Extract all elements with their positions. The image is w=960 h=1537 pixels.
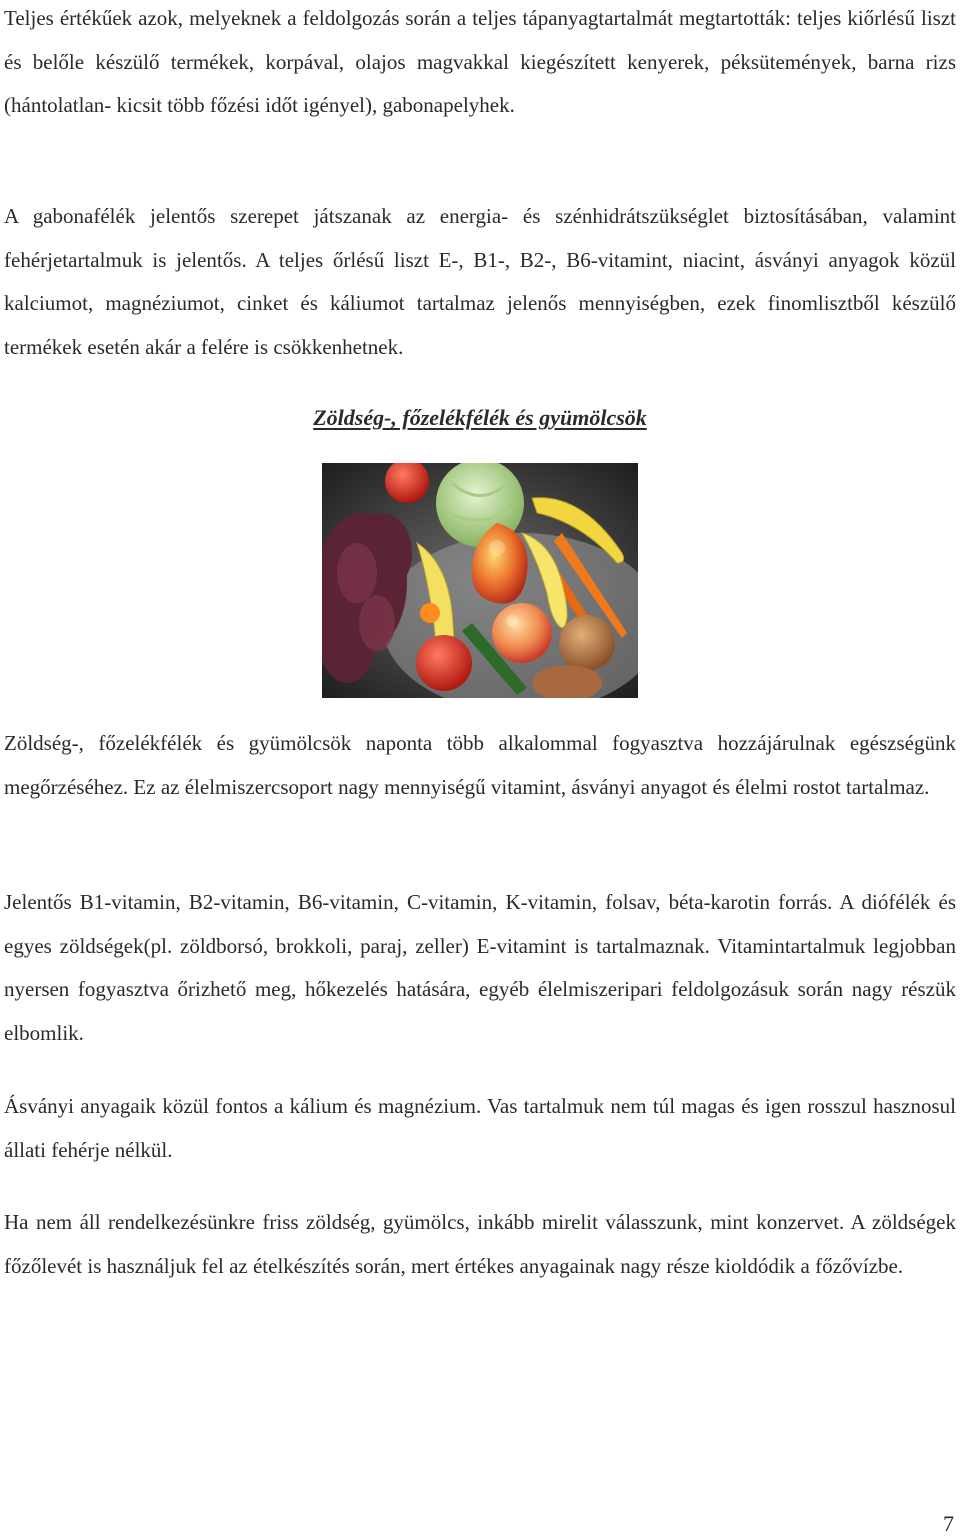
- paragraph-vitamins: Jelentős B1-vitamin, B2-vitamin, B6-vitamin, C-vitamin, K-vitamin, folsav, béta-karotin forrás. A diófélék és egyes zöldségek(pl. zöldborsó, brokkoli, paraj, zeller) E-vitamint is tartalmaznak. Vitamintartalmuk legjobban nyersen fogyasztva őrizhető meg, hőkezelés hatására, egyéb élelmiszeripari feldolgozásuk során nagy részük elbomlik.: [4, 890, 956, 1045]
- vegetables-fruits-photo: [322, 463, 638, 698]
- paragraph-cereals-nutrients: A gabonafélék jelentős szerepet játszanak az energia- és szénhidrátszükséglet biztosításában, valamint fehérjetartalmuk is jelentős. A teljes őrlésű liszt E-, B1-, B2-, B6-vitamint, niacint, ásványi anyagok közül kalciumot, magnéziumot, cinket és káliumot tartalmaz jelenős mennyiségben, ezek finomlisztből készülő termékek esetén akár a felére is csökkenhetnek.: [4, 204, 956, 359]
- paragraph-vegetables-intro: Zöldség-, főzelékfélék és gyümölcsök naponta több alkalommal fogyasztva hozzájárulnak egészségünk megőrzéséhez. Ez az élelmiszercsoport nagy mennyiségű vitamint, ásványi anyagot és élelmi rostot tartalmaz.: [4, 731, 956, 799]
- paragraph-minerals: Ásványi anyagaik közül fontos a kálium és magnézium. Vas tartalmuk nem túl magas és igen rosszul hasznosul állati fehérje nélkül.: [4, 1094, 956, 1162]
- section-heading: Zöldség-, főzelékfélék és gyümölcsök: [313, 405, 647, 430]
- paragraph-frozen-advice: Ha nem áll rendelkezésünkre friss zöldség, gyümölcs, inkább mirelit válasszunk, mint konzervet. A zöldségek főzőlevét is használjuk fel az ételkészítés során, mert értékes anyagainak nagy része kioldódik a főzővízbe.: [4, 1210, 956, 1278]
- page-number: 7: [943, 1511, 954, 1536]
- paragraph-whole-grains: Teljes értékűek azok, melyeknek a feldolgozás során a teljes tápanyagtartalmát megtartották: teljes kiőrlésű liszt és belőle készülő termékek, korpával, olajos magvakkal kiegészített kenyerek, péksütemények, barna rizs (hántolatlan- kicsit több főzési időt igényel), gabonapelyhek.: [4, 6, 956, 117]
